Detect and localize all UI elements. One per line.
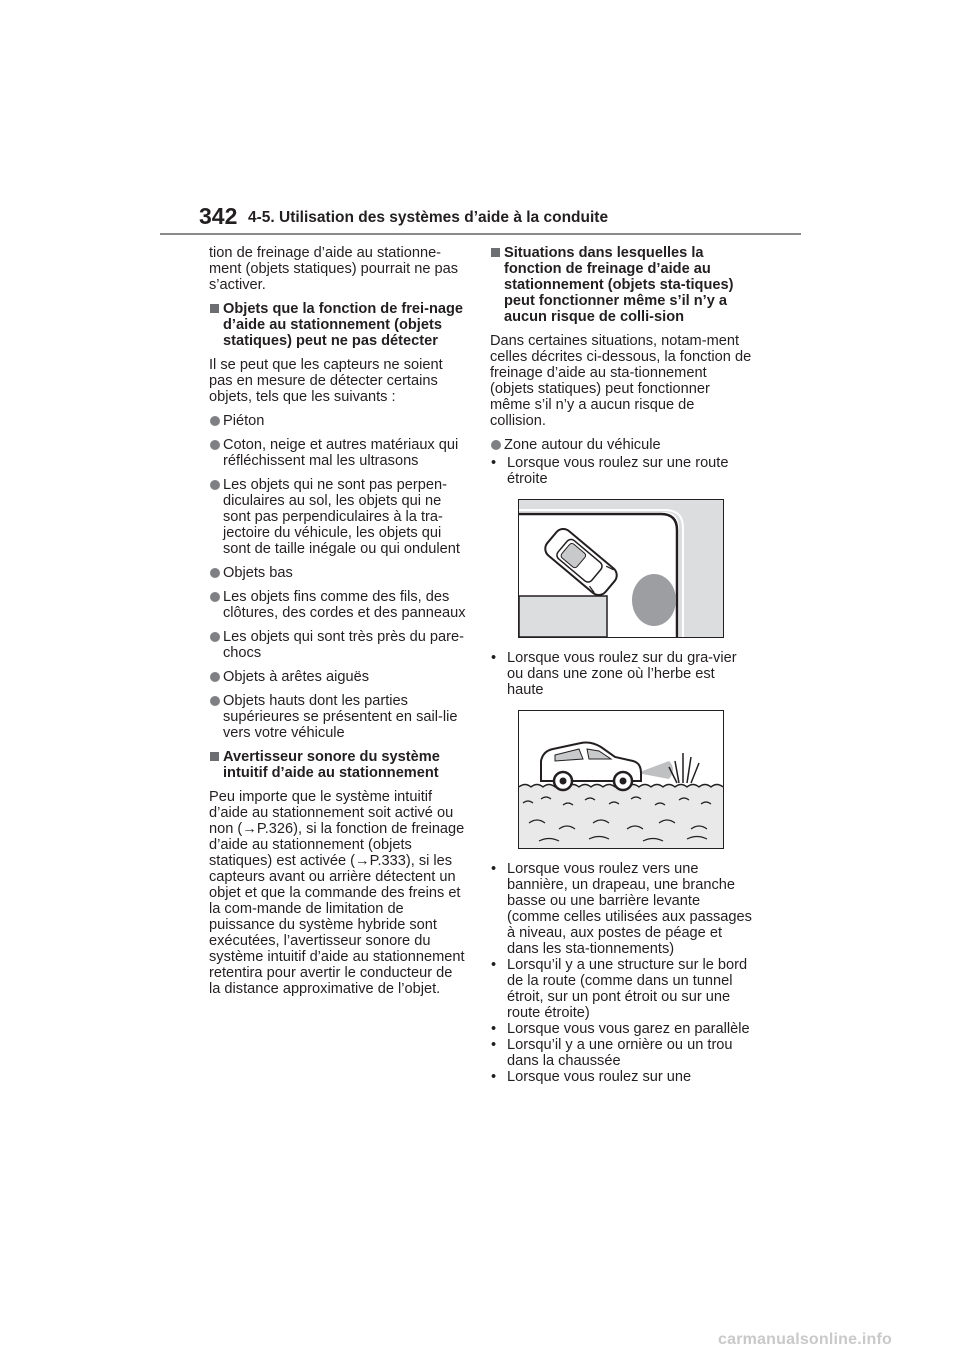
list-item: Les objets fins comme des fils, des clôtures, des cordes et des panneaux (209, 589, 467, 621)
section-title: 4-5. Utilisation des systèmes d’aide à la conduite (248, 209, 609, 226)
circle-bullet-icon (210, 592, 220, 602)
list-item: Zone autour du véhicule (490, 437, 752, 453)
false-activation-paragraph: Dans certaines situations, notam-ment celles décrites ci-dessous, la fonction de freinage d’aide au sta-tionnement (objets statiques) peut fonctionner même s’il n’y a aucun risque de collision. (490, 333, 752, 429)
heading-text: Situations dans lesquelles la fonction de freinage d’aide au stationnement (objets sta-tiques) peut fonctionner même s’il n’y a aucun risque de colli-sion (504, 245, 734, 325)
circle-bullet-icon (210, 416, 220, 426)
header-divider (160, 233, 801, 235)
undetectable-intro: Il se peut que les capteurs ne soient pas en mesure de détecter certains objets, tels que les suivants : (209, 357, 443, 405)
heading-false-activation (490, 245, 752, 325)
circle-bullet-icon (210, 696, 220, 706)
circle-bullet-icon (210, 440, 220, 450)
dash-item: • Lorsqu’il y a une ornière ou un trou dans la chaussée (491, 1037, 733, 1069)
circle-bullet-icon (491, 440, 501, 450)
page-header (195, 203, 801, 235)
dash-item: • Lorsqu’il y a une structure sur le bord de la route (comme dans un tunnel étroit, sur un pont étroit ou sur une route étroite) (491, 957, 748, 1021)
page-number: 342 (199, 203, 238, 229)
circle-bullet-icon (210, 632, 220, 642)
dash-item: • Lorsque vous vous garez en parallèle (491, 1021, 750, 1037)
narrow-road-illustration (518, 499, 724, 638)
square-bullet-icon (491, 248, 500, 257)
square-bullet-icon (210, 752, 219, 761)
list-item: Piéton (209, 413, 467, 429)
dash-item: • Lorsque vous roulez vers une bannière, un drapeau, une branche basse ou une barrière levante (comme celles utilisées aux passages à niveau, aux postes de péage et dans les sta-tionnements) (491, 861, 752, 957)
circle-bullet-icon (210, 672, 220, 682)
gravel-grass-illustration (518, 710, 724, 849)
watermark-text: carmanualsonline.info (718, 1331, 893, 1348)
dash-item: • Lorsque vous roulez sur une (491, 1069, 692, 1085)
dash-item: • Lorsque vous roulez sur du gra-vier ou dans une zone où l’herbe est haute (491, 650, 737, 698)
buzzer-paragraph: Peu importe que le système intuitif d’aide au stationnement soit activé ou non (→P.326), si la fonction de freinage d’aide au stationnement (objets statiques) est activée (→P.333), si les capteurs avant ou arrière détectent un objet et que la commande des freins et la com-mande de limitation de puissance du système hybride sont exécutées, l’avertisseur sonore du système intuitif d’aide au stationnement retentira pour avertir le conducteur de la distance approximative de l’objet. (209, 789, 465, 997)
left-column (209, 245, 467, 1005)
list-item: Objets hauts dont les parties supérieures se présentent en sail-lie vers votre véhicule (209, 693, 467, 741)
circle-bullet-icon (210, 480, 220, 490)
square-bullet-icon (210, 304, 219, 313)
circle-bullet-icon (210, 568, 220, 578)
list-item: Les objets qui ne sont pas perpen-diculaires au sol, les objets qui ne sont pas perpendiculaires à la tra-jectoire du véhicule, les objets qui sont de taille inégale ou qui ondulent (209, 477, 467, 557)
heading-text: Avertisseur sonore du système intuitif d’aide au stationnement (223, 749, 440, 781)
dash-item: • Lorsque vous roulez sur une route étroite (491, 455, 729, 487)
list-item: Objets bas (209, 565, 467, 581)
heading-undetectable-objects (209, 301, 467, 349)
list-item: Les objets qui sont très près du pare-chocs (209, 629, 467, 661)
heading-buzzer (209, 749, 467, 781)
heading-text: Objets que la fonction de frei-nage d’aide au stationnement (objets statiques) peut ne pas détecter (223, 301, 464, 349)
intro-paragraph: tion de freinage d’aide au stationne-ment (objets statiques) pourrait ne pas s’activer. (209, 245, 459, 293)
list-item: Objets à arêtes aiguës (209, 669, 467, 685)
list-item: Coton, neige et autres matériaux qui réfléchissent mal les ultrasons (209, 437, 467, 469)
right-column (490, 245, 752, 1085)
